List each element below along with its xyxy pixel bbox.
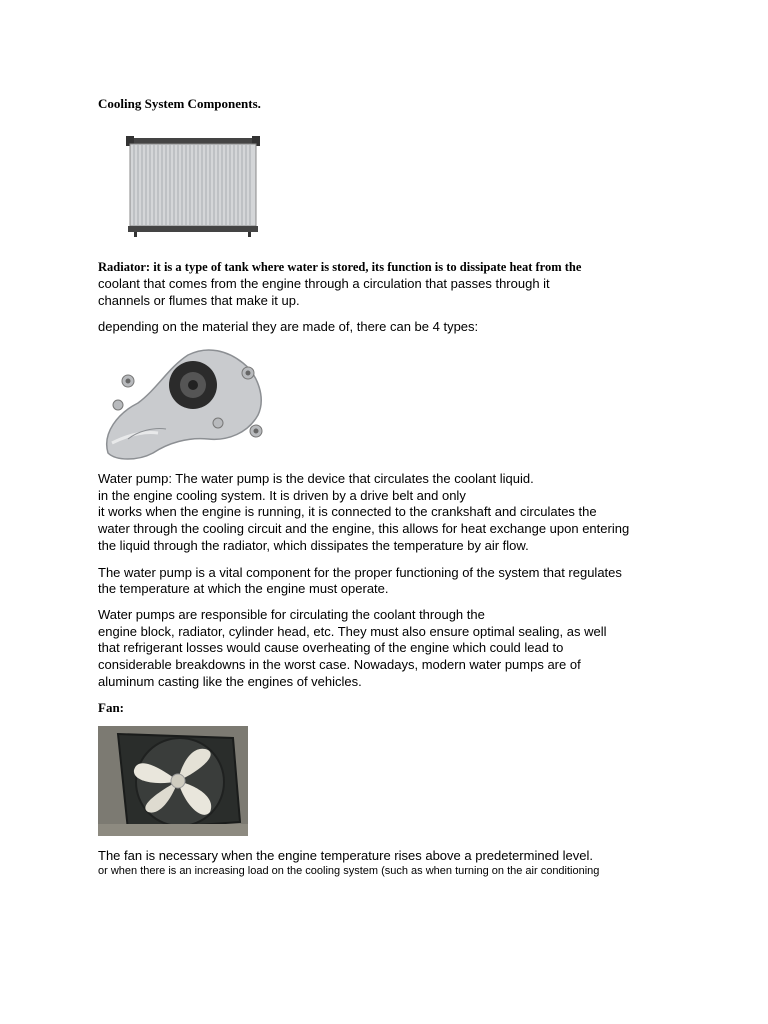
water-pump-text-line: engine block, radiator, cylinder head, etc. They must also ensure optimal sealing, as well — [98, 624, 607, 639]
radiator-text-line: channels or flumes that make it up. — [98, 293, 300, 308]
fan-text-line: or when there is an increasing load on the cooling system (such as when turning on the air conditioning — [98, 865, 600, 877]
water-pump-text-line: aluminum casting like the engines of vehicles. — [98, 674, 362, 689]
water-pump-text-line: Water pump: The water pump is the device that circulates the coolant liquid. — [98, 471, 534, 486]
water-pump-text-line: water through the cooling circuit and the engine, this allows for heat exchange upon entering — [98, 521, 630, 536]
radiator-label-line: Radiator: it is a type of tank where water is stored, its function is to dissipate heat from the — [98, 260, 582, 274]
fan-text-line: The fan is necessary when the engine temperature rises above a predetermined level. — [98, 848, 594, 863]
water-pump-text-line: Water pumps are responsible for circulating the coolant through the — [98, 607, 485, 622]
water-pump-text-line: considerable breakdowns in the worst case. Nowadays, modern water pumps are of — [98, 657, 581, 672]
radiator-types-line: depending on the material they are made of, there can be 4 types: — [98, 319, 479, 334]
fan-image — [98, 726, 248, 836]
page-title: Cooling System Components. — [98, 96, 261, 111]
water-pump-text-line: that refrigerant losses would cause overheating of the engine which could lead to — [98, 640, 564, 655]
water-pump-text-line: the temperature at which the engine must operate. — [98, 581, 389, 596]
water-pump-image — [98, 343, 272, 461]
water-pump-text-line: the liquid through the radiator, which dissipates the temperature by air flow. — [98, 538, 529, 553]
water-pump-text-line: it works when the engine is running, it is connected to the crankshaft and circulates the — [98, 504, 597, 519]
water-pump-text-line: in the engine cooling system. It is driven by a drive belt and only — [98, 488, 466, 503]
fan-heading: Fan: — [98, 700, 124, 715]
radiator-text-line: coolant that comes from the engine through a circulation that passes through it — [98, 276, 550, 291]
radiator-image — [126, 134, 260, 238]
water-pump-text-line: The water pump is a vital component for the proper functioning of the system that regulates — [98, 565, 622, 580]
